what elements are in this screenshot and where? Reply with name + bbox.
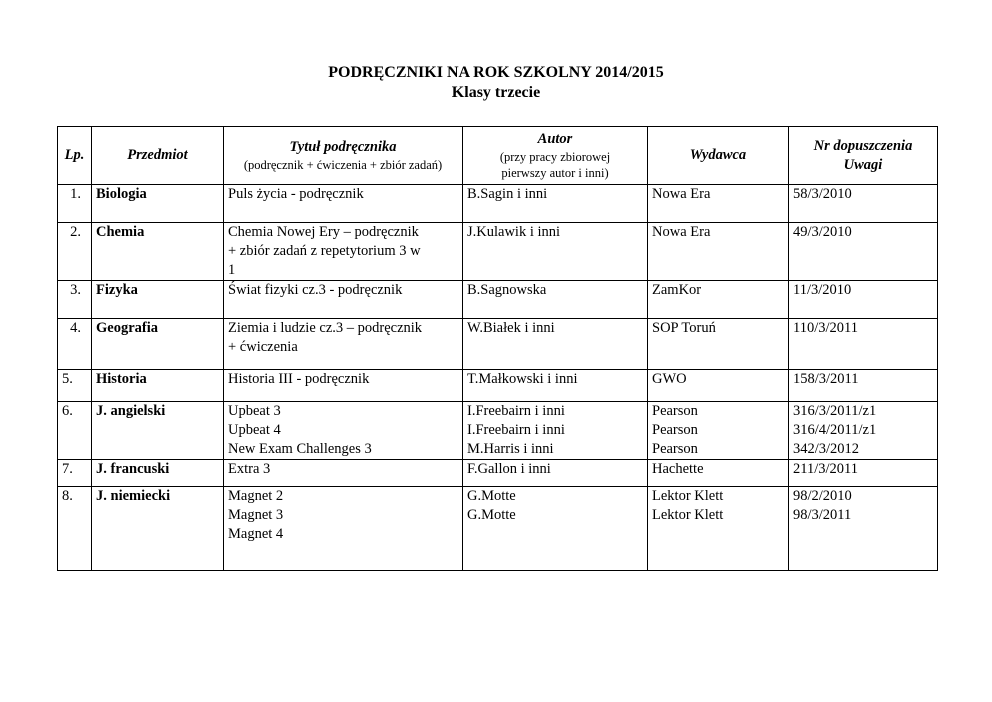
cell-lp: 5. [58,370,92,402]
cell-line: 11/3/2010 [793,282,852,298]
cell-publisher [648,281,789,319]
cell-subject: Chemia [92,223,224,281]
cell-author [463,460,648,487]
cell-author [463,223,648,281]
cell-nr [789,370,938,402]
cell-nr [789,223,938,281]
cell-line: 49/3/2010 [793,224,852,240]
table-row [58,402,938,460]
cell-line: I.Freebairn i inni [467,422,565,438]
cell-author [463,185,648,223]
cell-line: 58/3/2010 [793,186,852,202]
cell-line: 316/4/2011/z1 [793,422,877,438]
cell-line: 1 [228,262,236,278]
cell-title [224,402,463,460]
textbook-table [57,126,938,571]
table-row [58,370,938,402]
header-row [58,127,938,185]
page-subtitle: Klasy trzecie [451,84,541,101]
cell-nr [789,402,938,460]
cell-line: Lektor Klett [652,507,724,523]
cell-lp: 1. [58,185,92,223]
cell-publisher [648,319,789,370]
cell-subject: J. francuski [92,460,224,487]
cell-line: Chemia Nowej Ery – podręcznik [228,224,419,240]
cell-line: W.Białek i inni [467,320,555,336]
cell-line: Nowa Era [652,224,711,240]
cell-publisher [648,370,789,402]
table-row [58,223,938,281]
cell-line: Magnet 2 [228,488,284,504]
cell-line: Magnet 3 [228,507,284,523]
cell-line: Magnet 4 [228,526,284,542]
cell-subject: J. angielski [92,402,224,460]
cell-line: I.Freebairn i inni [467,403,565,419]
header-nr: Nr dopuszczenia Uwagi [789,127,938,185]
cell-lp: 4. [58,319,92,370]
cell-line: 98/2/2010 [793,488,852,504]
cell-author [463,370,648,402]
cell-publisher [648,460,789,487]
cell-line: Hachette [652,461,704,477]
cell-line: Upbeat 4 [228,422,281,438]
cell-author [463,402,648,460]
cell-line: GWO [652,371,687,387]
cell-subject: Historia [92,370,224,402]
page-title: PODRĘCZNIKI NA ROK SZKOLNY 2014/2015 [328,64,664,81]
cell-line: J.Kulawik i inni [467,224,561,240]
cell-line: + ćwiczenia [228,339,298,355]
cell-nr [789,487,938,571]
cell-subject: Biologia [92,185,224,223]
cell-line: G.Motte [467,488,516,504]
cell-line: B.Sagin i inni [467,186,548,202]
header-wydawca: Wydawca [648,127,789,185]
cell-line: Nowa Era [652,186,711,202]
cell-lp: 2. [58,223,92,281]
table-row [58,460,938,487]
cell-nr [789,185,938,223]
cell-line: New Exam Challenges 3 [228,441,372,457]
table-row [58,487,938,571]
cell-title [224,281,463,319]
cell-author [463,281,648,319]
cell-line: M.Harris i inni [467,441,554,457]
cell-title [224,460,463,487]
cell-author [463,487,648,571]
header-tytul: Tytuł podręcznika (podręcznik + ćwiczenia + zbiór zadań) [224,127,463,185]
cell-title [224,319,463,370]
cell-title [224,487,463,571]
cell-line: T.Małkowski i inni [467,371,578,387]
cell-title [224,223,463,281]
cell-line: SOP Toruń [652,320,716,336]
header-autor: Autor (przy pracy zbiorowej pierwszy autor i inni) [463,127,648,185]
cell-line: Lektor Klett [652,488,724,504]
cell-publisher [648,402,789,460]
cell-line: 98/3/2011 [793,507,852,523]
cell-publisher [648,487,789,571]
cell-nr [789,319,938,370]
cell-publisher [648,223,789,281]
cell-lp: 7. [58,460,92,487]
cell-publisher [648,185,789,223]
cell-line: F.Gallon i inni [467,461,551,477]
table-row [58,319,938,370]
cell-line: B.Sagnowska [467,282,547,298]
cell-title [224,370,463,402]
cell-lp: 3. [58,281,92,319]
cell-line: Pearson [652,422,698,438]
cell-line: Puls życia - podręcznik [228,186,364,202]
cell-line: Ziemia i ludzie cz.3 – podręcznik [228,320,423,336]
cell-line: Historia III - podręcznik [228,371,370,387]
cell-line: Extra 3 [228,461,271,477]
cell-author [463,319,648,370]
cell-line: 342/3/2012 [793,441,860,457]
cell-subject: Fizyka [92,281,224,319]
cell-line: + zbiór zadań z repetytorium 3 w [228,243,421,259]
cell-subject: J. niemiecki [92,487,224,571]
cell-line: 110/3/2011 [793,320,858,336]
cell-lp: 6. [58,402,92,460]
cell-line: Pearson [652,441,698,457]
cell-line: Pearson [652,403,698,419]
cell-title [224,185,463,223]
cell-line: Świat fizyki cz.3 - podręcznik [228,282,403,298]
cell-line: 158/3/2011 [793,371,859,387]
cell-nr [789,281,938,319]
cell-line: 316/3/2011/z1 [793,403,877,419]
table-row [58,185,938,223]
cell-nr [789,460,938,487]
cell-lp: 8. [58,487,92,571]
cell-line: ZamKor [652,282,702,298]
cell-subject: Geografia [92,319,224,370]
cell-line: 211/3/2011 [793,461,858,477]
header-lp: Lp. [58,127,92,185]
cell-line: Upbeat 3 [228,403,281,419]
cell-line: G.Motte [467,507,516,523]
header-przedmiot: Przedmiot [92,127,224,185]
table-row [58,281,938,319]
